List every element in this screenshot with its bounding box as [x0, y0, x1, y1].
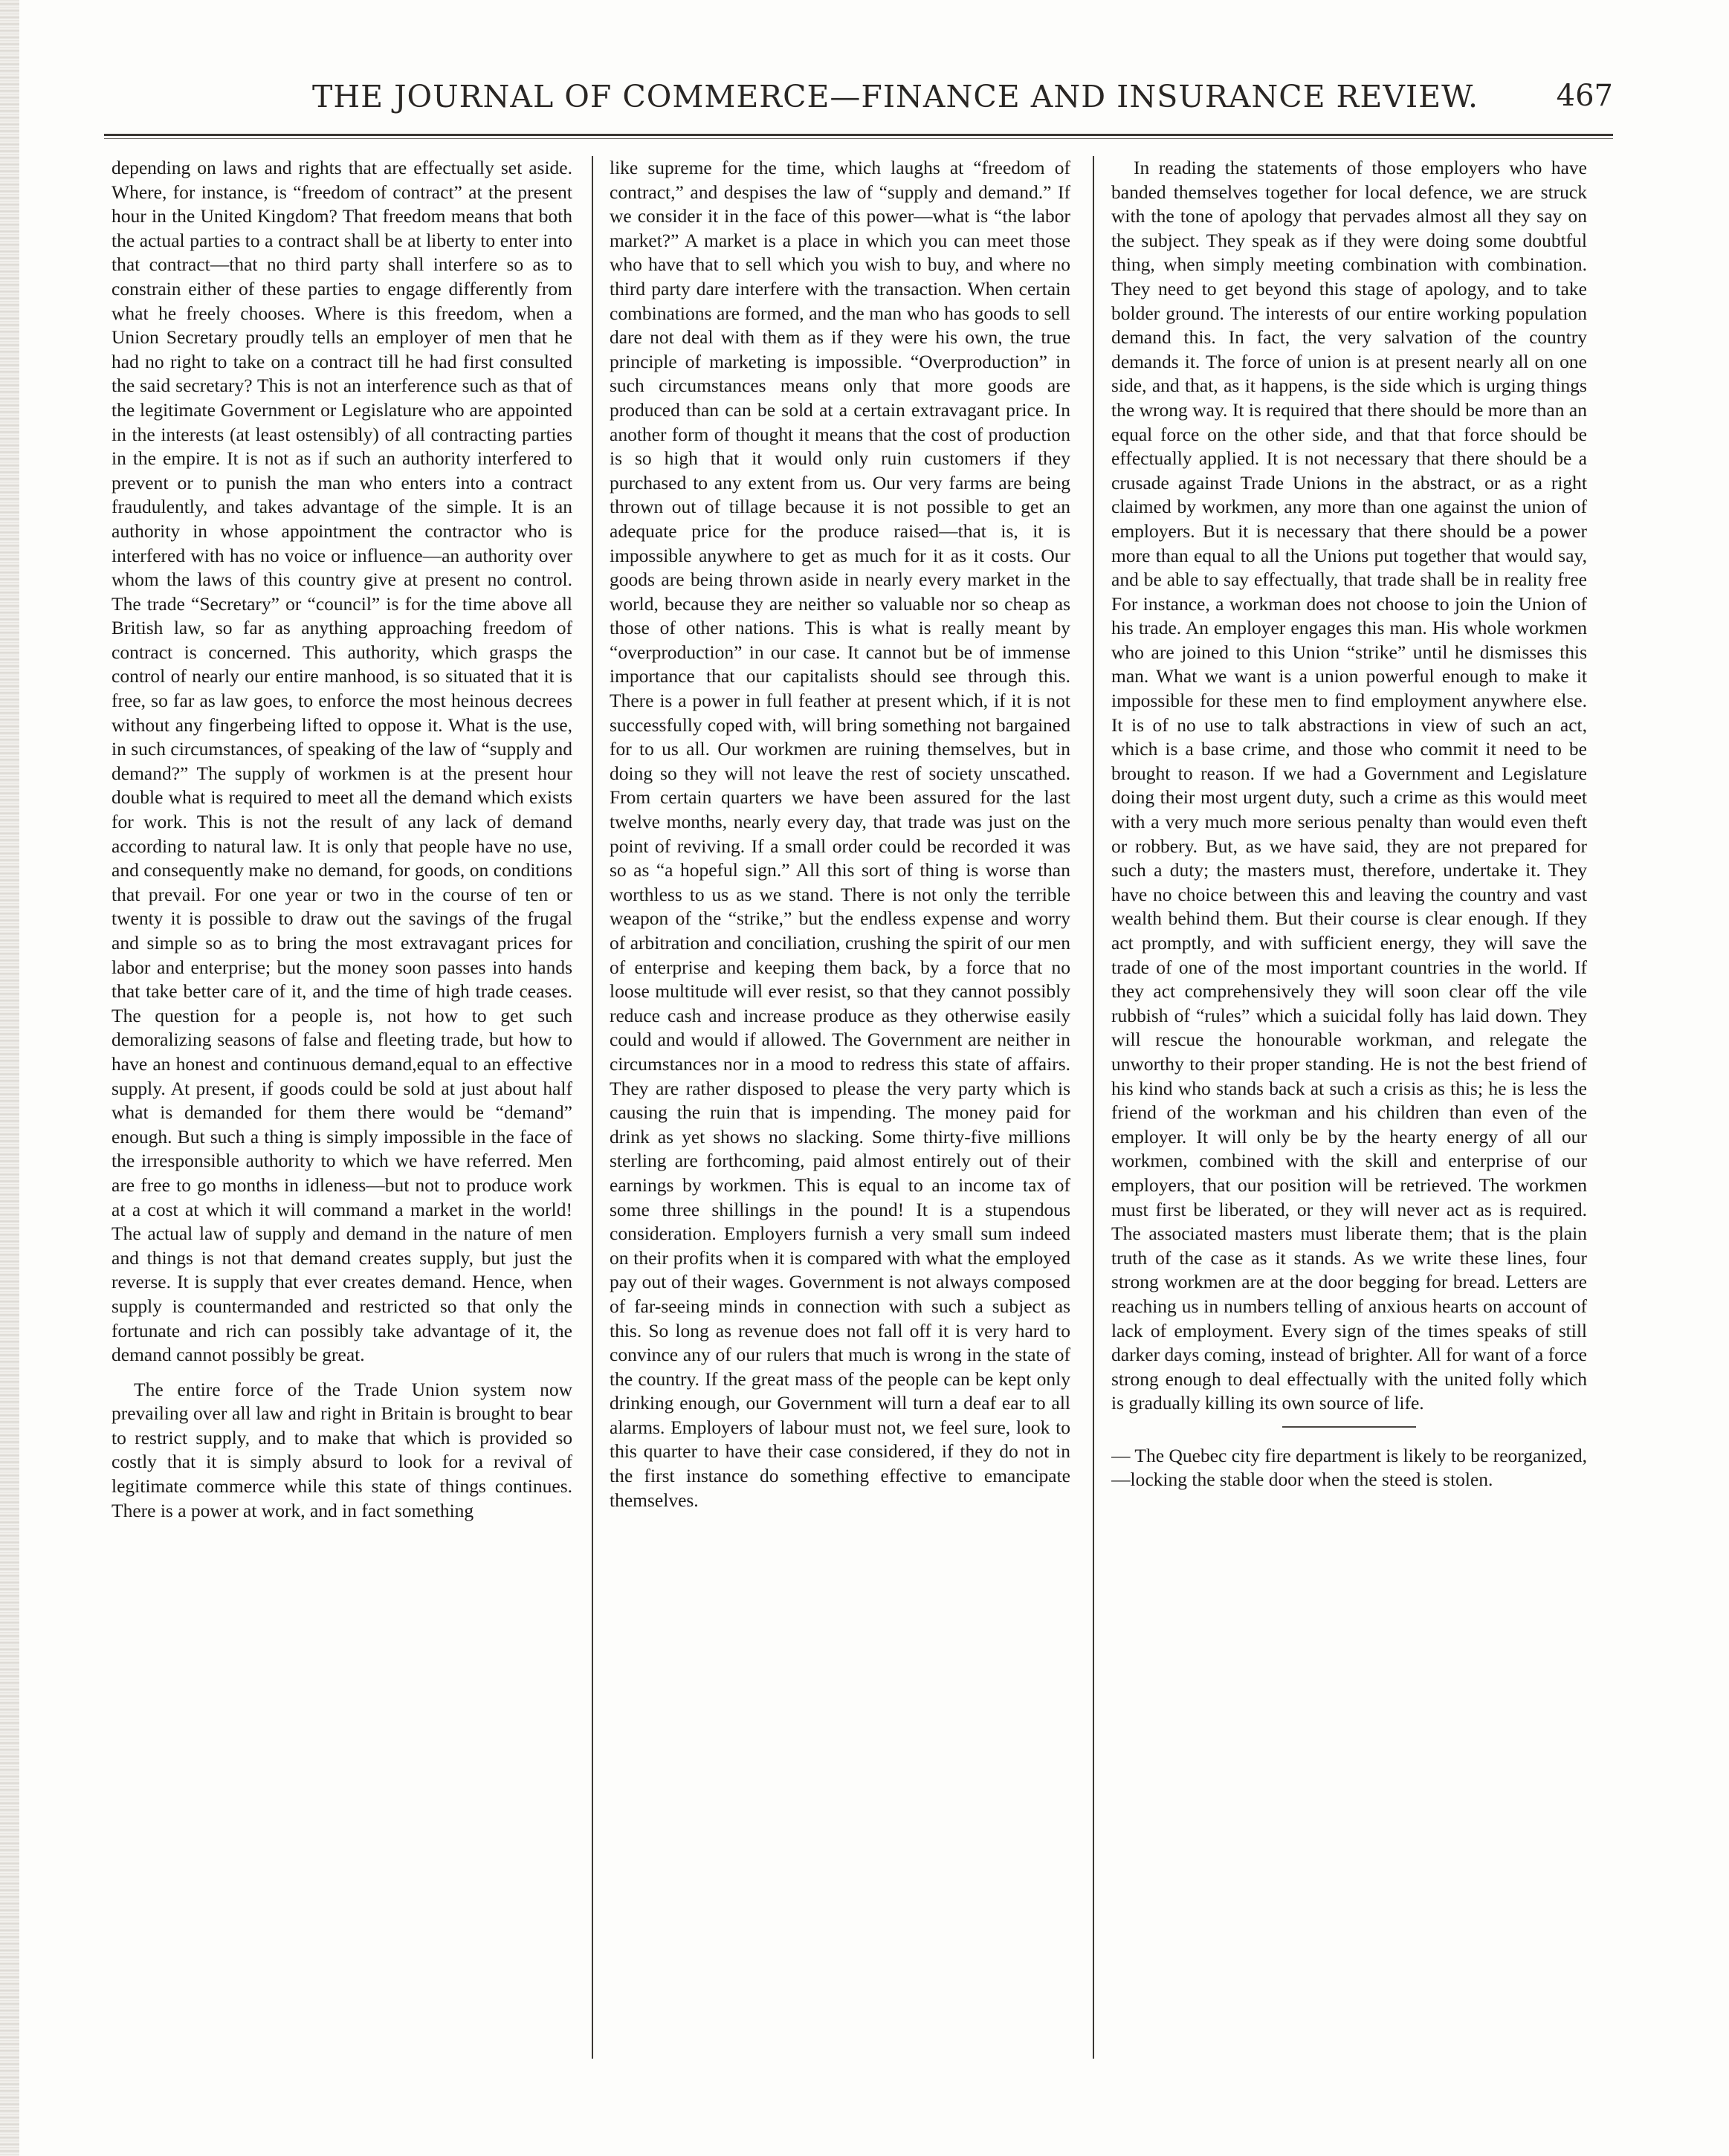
article-end-rule	[1282, 1426, 1416, 1428]
header-rule-thin	[104, 138, 1613, 139]
column-divider-1	[592, 156, 593, 2059]
page-header	[104, 74, 1613, 126]
column-1-paragraph-2: The entire force of the Trade Union system now prevailing over all law and right in Britain is brought to bear to restrict supply, and to make that which is provided so costly that it is simply absurd to look for a revival of legitimate commerce while this state of things continues. There is a power at work, and in fact something	[112, 1378, 572, 1521]
column-1-paragraph-1: depending on laws and rights that are effectually set aside. Where, for instance, is “freedom of contract” at the present hour in the United Kingdom? That freedom means that both the actual parties to a contract shall be at liberty to enter into that contract—that no third party shall interfere so as to constrain either of these parties to engage differently from what he freely chooses. Where is this freedom, when a Union Secretary proudly tells an employer of men that he had no right to take on a contract till he had first consulted the said secretary? This is not an interference such as that of the legitimate Government or Legislature who are appointed in the interests (at least ostensibly) of all contracting parties in the empire. It is not as if such an authority interfered to prevent or to punish the man who enters into a contract fraudulently, and takes advantage of the simple. It is an authority in whose appointment the contractor who is interfered with has no voice or influence—an authority over whom the laws of this country give at present no control. The trade “Secretary” or “council” is for the time above all British law, so far as anything approaching freedom of contract is concerned. This authority, which grasps the control of nearly our entire manhood, is so situated that it is free, so far as law goes, to enforce the most heinous decrees without any fingerbeing lifted to oppose it. What is the use, in such circumstances, of speaking of the law of “supply and demand?” The supply of workmen is at the present hour double what is required to meet all the demand which exists for work. This is not the result of any lack of demand according to natural law. It is only that people have no use, and consequently make no demand, for goods, on conditions that prevail. For one year or two in the course of ten or twenty it is possible to draw out the savings of the frugal and simple so as to bring the most extravagant prices for labor and enterprise; but the money soon passes into hands that take better care of it, and the time of high trade ceases. The question for a people is, not how to get such demoralizing seasons of false and fleeting trade, but how to have an honest and continuous demand,equal to an effective supply. At present, if goods could be sold at just about half what is demanded for them there would be “demand” enough. But such a thing is simply impossible in the face of the irresponsible authority to which we have referred. Men are free to go months in idleness—but not to produce work at a cost at which it will command a market in the world! The actual law of supply and demand in the nature of men and things is not that demand creates supply, but just the reverse. It is supply that ever creates demand. Hence, when supply is countermanded and restricted so that only the fortunate and rich can possibly take advantage of it, the demand cannot possibly be great.	[112, 157, 572, 1366]
text-column-1	[112, 156, 572, 2059]
column-3-news-note: — The Quebec city fire department is likely to be reorganized,—locking the stable door when the steed is stolen.	[1111, 1444, 1587, 1491]
column-divider-2	[1093, 156, 1094, 2059]
column-2-paragraph-1: like supreme for the time, which laughs at “freedom of contract,” and despises the law of “supply and demand.” If we consider it in the face of this power—what is “the labor market?” A market is a place in which you can meet those who have that to sell which you wish to buy, and where no third party dare interfere with the transaction. When certain combinations are formed, and the man who has goods to sell dare not deal with them as if they were his own, the true principle of marketing is impossible. “Overproduction” in such circumstances means only that more goods are produced than can be sold at a certain extravagant price. In another form of thought it means that the cost of production is so high that it would only ruin customers if they purchased to any extent from us. Our very farms are being thrown out of tillage because it is not possible to get an adequate price for the produce raised—that is, it is impossible anywhere to get as much for it as it costs. Our goods are being thrown aside in nearly every market in the world, because they are neither so valuable nor so cheap as those of other nations. This is what is really meant by “overproduction” in our case. It cannot but be of immense importance that our capitalists should see through this. There is a power in full feather at present which, if it is not successfully coped with, will bring something not bargained for to us all. Our workmen are ruining themselves, but in doing so they will not leave the rest of society unscathed. From certain quarters we have been assured for the last twelve months, nearly every day, that trade was just on the point of reviving. If a small order could be recorded it was so as “a hopeful sign.” All this sort of thing is worse than worthless to us as we stand. There is not only the terrible weapon of the “strike,” but the endless expense and worry of arbitration and conciliation, crushing the spirit of our men of enterprise and keeping them back, by a force that no loose multitude will ever resist, so that they cannot possibly reduce cash and increase produce as they otherwise easily could and would if allowed. The Government are neither in circumstances nor in a mood to redress this state of affairs. They are rather disposed to please the very party which is causing the ruin that is impending. The money paid for drink as yet shows no slacking. Some thirty-five millions sterling are forthcoming, paid almost entirely out of their earnings by workmen. This is equal to an income tax of some three shillings in the pound! It is a stupendous consideration. Employers furnish a very small sum indeed on their profits when it is compared with what the employed pay out of their wages. Government is not always composed of far-seeing minds in connection with such a subject as this. So long as revenue does not fall off it is very hard to convince any of our rulers that much is wrong in the state of the country. If the great mass of the people can be kept only drinking enough, our Government will turn a deaf ear to all alarms. Employers of labour must not, we feel sure, look to this quarter to have their case considered, if they do not in the first instance do something effective to emancipate themselves.	[610, 157, 1070, 1511]
page-number: 467	[1556, 79, 1613, 113]
page-binding-edge	[0, 0, 19, 2156]
running-title: THE JOURNAL OF COMMERCE—FINANCE AND INSURANCE REVIEW.	[312, 79, 1479, 114]
header-rule	[104, 134, 1613, 136]
text-column-2	[610, 156, 1070, 2059]
column-3-paragraph-1: In reading the statements of those employers who have banded themselves together for local defence, we are struck with the tone of apology that pervades almost all they say on the subject. They speak as if they were doing some doubtful thing, when simply meeting combination with combination. They need to get beyond this stage of apology, and to take bolder ground. The interests of our entire working population demand this. In fact, the very salvation of the country demands it. The force of union is at present nearly all on one side, and that, as it happens, is the side which is urging things the wrong way. It is required that there should be more than an equal force on the other side, and that that force should be effectually applied. It is not necessary that there should be a crusade against Trade Unions in the abstract, or as a right claimed by workmen, any more than one against the union of employers. But it is necessary that there should be a power more than equal to all the Unions put together that would say, and be able to say effectually, that trade shall be in reality free For instance, a workman does not choose to join the Union of his trade. An employer engages this man. His whole workmen who are joined to this Union “strike” until he dismisses this man. What we want is a union powerful enough to make it impossible for these men to find employment anywhere else. It is of no use to talk abstractions in view of such an act, which is a base crime, and those who commit it need to be brought to reason. If we had a Government and Legislature doing their most urgent duty, such a crime as this would meet with a very much more serious penalty than would even theft or robbery. But, as we have said, they are not prepared for such a duty; the masters must, therefore, undertake it. They have no choice between this and leaving the country and vast wealth behind them. But their course is clear enough. If they act promptly, and with sufficient energy, they will save the trade of one of the most important countries in the world. If they act comprehensively they will soon clear off the vile rubbish of “rules” which a suicidal folly has laid down. They will rescue the honourable workman, and relegate the unworthy to their proper standing. He is not the best friend of his kind who stands back at such a crisis as this; he is less the friend of the workman and his children than even of the employer. It will only be by the hearty energy of all our workmen, combined with the skill and enterprise of our employers, that our position will be retrieved. The workmen must first be liberated, or they will never act as is required. The associated masters must liberate them; that is the plain truth of the case as it stands. As we write these lines, four strong workmen are at the door begging for bread. Letters are reaching us in numbers telling of anxious hearts on account of lack of employment. Every sign of the times speaks of still darker days coming, instead of brighter. All for want of a force strong enough to deal effectually with the united folly which is gradually killing its own source of life.	[1111, 157, 1587, 1414]
text-column-3	[1111, 156, 1587, 2059]
